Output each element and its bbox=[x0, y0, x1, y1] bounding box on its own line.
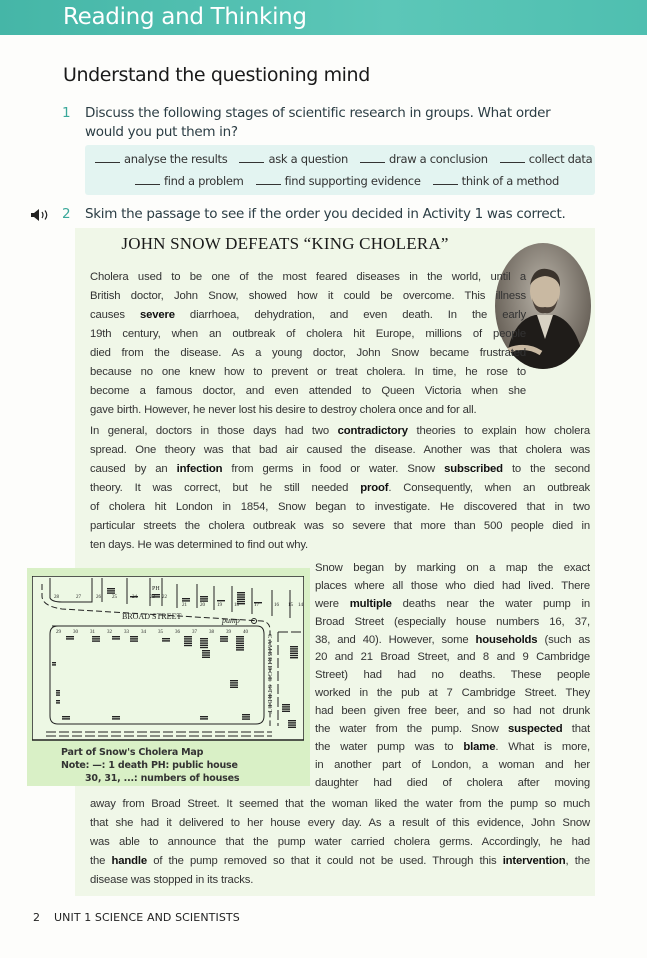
text-line bbox=[315, 614, 590, 632]
death-mark bbox=[230, 687, 238, 688]
death-mark bbox=[200, 638, 208, 639]
house-number: 36 bbox=[175, 630, 180, 635]
death-mark bbox=[236, 649, 244, 650]
text-line bbox=[90, 479, 590, 498]
activity-text: Skim the passage to see if the order you decided in Activity 1 was correct. bbox=[85, 206, 566, 222]
vocabulary-word: intervention bbox=[502, 855, 566, 867]
text-line bbox=[90, 871, 590, 890]
death-mark bbox=[56, 692, 60, 693]
death-mark bbox=[66, 638, 74, 639]
answer-blank[interactable] bbox=[360, 151, 385, 163]
text-line bbox=[90, 268, 526, 287]
text-line bbox=[315, 721, 590, 739]
death-mark bbox=[202, 657, 210, 658]
death-mark bbox=[200, 645, 208, 646]
text-segment: . Consequently, when an outbreak bbox=[388, 482, 590, 494]
house-number: 20 bbox=[200, 603, 205, 608]
text-line bbox=[90, 814, 590, 833]
text-line bbox=[315, 739, 590, 757]
death-mark bbox=[220, 636, 228, 637]
text-segment: In general, doctors in those days had two bbox=[90, 425, 338, 437]
house-number: 14 bbox=[298, 603, 303, 608]
caption-note: Note: —: 1 death PH: public house bbox=[61, 760, 238, 771]
house-number: 28 bbox=[54, 595, 59, 600]
death-mark bbox=[56, 694, 60, 695]
stage-option bbox=[95, 151, 227, 166]
stage-label: collect data bbox=[528, 152, 593, 166]
activity-number: 2 bbox=[62, 206, 71, 222]
text-line bbox=[90, 852, 590, 871]
house-number: 40 bbox=[243, 630, 248, 635]
text-line bbox=[90, 441, 590, 460]
death-mark bbox=[107, 588, 115, 589]
house-number: 37 bbox=[192, 630, 197, 635]
death-mark bbox=[66, 636, 74, 637]
house-number: 38 bbox=[209, 630, 214, 635]
text-segment: from germs in food or water. Snow bbox=[222, 463, 445, 475]
death-mark bbox=[290, 657, 298, 658]
text-segment: 19th century, when an outbreak of cholera hit Europe, millions of people bbox=[90, 328, 526, 340]
stage-label: draw a conclusion bbox=[389, 152, 488, 166]
house-number: 27 bbox=[76, 595, 81, 600]
death-mark bbox=[56, 700, 60, 701]
text-line bbox=[315, 649, 590, 667]
death-mark bbox=[112, 718, 120, 719]
unit-title: UNIT 1 SCIENCE AND SCIENTISTS bbox=[54, 911, 240, 924]
stage-label: find supporting evidence bbox=[284, 174, 421, 188]
death-mark bbox=[236, 638, 244, 639]
text-line bbox=[90, 422, 590, 441]
house-number: 19 bbox=[217, 603, 222, 608]
death-mark bbox=[107, 592, 115, 593]
map-label-broad-street: BROAD STREET bbox=[122, 612, 182, 621]
activity-1 bbox=[62, 104, 585, 142]
vocabulary-word: suspected bbox=[508, 723, 563, 736]
stage-option bbox=[256, 173, 421, 188]
text-segment: become a famous doctor, and even attended to Queen Victoria when she bbox=[90, 385, 526, 397]
death-mark bbox=[184, 636, 192, 637]
death-mark bbox=[52, 664, 56, 665]
death-mark bbox=[217, 600, 225, 601]
death-mark bbox=[52, 662, 56, 663]
death-mark bbox=[112, 636, 120, 637]
house-number: 33 bbox=[124, 630, 129, 635]
cholera-map-figure bbox=[27, 568, 310, 786]
text-segment: theories to explain how cholera bbox=[407, 425, 590, 437]
text-line bbox=[315, 632, 590, 650]
death-mark bbox=[92, 636, 100, 637]
stages-box bbox=[85, 145, 595, 195]
death-mark bbox=[282, 706, 290, 707]
house-number: 39 bbox=[226, 630, 231, 635]
death-mark bbox=[290, 648, 298, 649]
text-segment: had been given free beer, and so had not drunk bbox=[315, 705, 590, 718]
text-line bbox=[90, 517, 590, 536]
death-mark bbox=[202, 652, 210, 653]
page-number: 2 bbox=[33, 911, 40, 924]
death-mark bbox=[282, 708, 290, 709]
answer-blank[interactable] bbox=[256, 173, 281, 185]
text-segment: . What is more, bbox=[495, 740, 590, 753]
text-segment: places where all those who died had lived. There bbox=[315, 579, 590, 592]
speaker-icon[interactable] bbox=[31, 208, 51, 226]
text-segment: theory. It was correct, but he still needed bbox=[90, 482, 361, 494]
stage-label: think of a method bbox=[461, 174, 559, 188]
answer-blank[interactable] bbox=[239, 151, 264, 163]
death-mark bbox=[202, 650, 210, 651]
house-number: 31 bbox=[90, 630, 95, 635]
death-mark bbox=[62, 718, 70, 719]
text-segment: were bbox=[315, 597, 350, 610]
house-number: 22 bbox=[162, 595, 167, 600]
death-mark bbox=[236, 640, 244, 641]
text-line bbox=[315, 596, 590, 614]
text-line bbox=[315, 685, 590, 703]
text-segment: because no one knew how to prevent or treat cholera. In time, he rose to bbox=[90, 366, 526, 378]
answer-blank[interactable] bbox=[95, 151, 120, 163]
text-line bbox=[90, 344, 526, 363]
death-mark bbox=[220, 638, 228, 639]
map-label-cambridge-street: CAMBRIDGE STREET bbox=[266, 634, 273, 715]
vocabulary-word: households bbox=[475, 633, 538, 646]
text-line bbox=[315, 560, 590, 578]
activity-text: Discuss the following stages of scientific research in groups. What order bbox=[85, 105, 551, 121]
text-line bbox=[90, 325, 526, 344]
death-mark bbox=[184, 645, 192, 646]
stage-option bbox=[135, 173, 244, 188]
house-number: 16 bbox=[274, 603, 279, 608]
death-mark bbox=[288, 722, 296, 723]
vocabulary-word: proof bbox=[360, 482, 389, 494]
text-segment: 38, and 40). However, some bbox=[315, 633, 476, 646]
text-line bbox=[90, 363, 526, 382]
text-segment: was able to announce that the pump water carried cholera germs. Accordingly, he had bbox=[90, 836, 590, 848]
paragraph-3-column bbox=[315, 560, 590, 793]
death-mark bbox=[56, 702, 60, 703]
text-segment: (such as bbox=[537, 633, 590, 646]
death-mark bbox=[182, 600, 190, 601]
death-mark bbox=[182, 598, 190, 599]
text-segment: Cholera used to be one of the most feared diseases in the world, until a bbox=[90, 271, 526, 283]
death-mark bbox=[200, 647, 208, 648]
answer-blank[interactable] bbox=[135, 173, 160, 185]
house-number: 29 bbox=[56, 630, 61, 635]
death-mark bbox=[237, 601, 245, 602]
text-line bbox=[90, 306, 526, 325]
death-mark bbox=[112, 716, 120, 717]
vocabulary-word: handle bbox=[111, 855, 147, 867]
text-segment: away from Broad Street. It seemed that the woman liked the water from the pump so much bbox=[90, 798, 590, 810]
death-mark bbox=[130, 636, 138, 637]
paragraph-3-continued bbox=[90, 795, 590, 890]
death-mark bbox=[162, 640, 170, 641]
death-mark bbox=[107, 590, 115, 591]
text-line bbox=[90, 833, 590, 852]
death-mark bbox=[236, 647, 244, 648]
answer-blank[interactable] bbox=[500, 151, 525, 163]
text-segment: gave birth. However, he never lost his desire to destroy cholera once and for all. bbox=[90, 404, 477, 416]
death-mark bbox=[242, 716, 250, 717]
text-segment: Street) had had no deaths. These people bbox=[315, 669, 590, 682]
text-segment: disease was stopped in its tracks. bbox=[90, 874, 254, 886]
house-number: 23 bbox=[150, 595, 155, 600]
death-mark bbox=[237, 594, 245, 595]
map-label-pub: PH bbox=[152, 586, 160, 592]
stage-label: ask a question bbox=[268, 152, 349, 166]
caption-numbers: 30, 31, ...: numbers of houses bbox=[85, 773, 240, 784]
text-segment: ten days. He was determined to find out why. bbox=[90, 539, 308, 551]
house-number: 26 bbox=[96, 595, 101, 600]
death-mark bbox=[130, 638, 138, 639]
text-segment: daughter had died of cholera after moving bbox=[315, 776, 590, 789]
death-mark bbox=[184, 643, 192, 644]
house-number: 30 bbox=[73, 630, 78, 635]
text-line bbox=[90, 795, 590, 814]
death-mark bbox=[236, 645, 244, 646]
text-segment: the water from the pump. Snow bbox=[315, 723, 508, 736]
text-segment: particular streets the cholera outbreak was so severe that more than 500 people died in bbox=[90, 520, 590, 532]
text-segment: Snow began by marking on a map the exact bbox=[315, 562, 590, 574]
text-line bbox=[90, 498, 590, 517]
text-line bbox=[315, 757, 590, 775]
text-segment: of cholera hit London in 1854, Snow began to investigate. He discovered that in two bbox=[90, 501, 590, 513]
text-line bbox=[315, 578, 590, 596]
text-segment: that bbox=[562, 723, 590, 736]
text-segment: British doctor, John Snow, showed how it could be overcome. This illness bbox=[90, 290, 526, 302]
text-segment: of the pump removed so that it could not be used. Through this bbox=[147, 855, 503, 867]
page-footer bbox=[33, 911, 240, 924]
death-mark bbox=[202, 654, 210, 655]
text-line bbox=[90, 401, 526, 420]
death-mark bbox=[200, 598, 208, 599]
map-label-pump: pump bbox=[222, 616, 240, 625]
death-mark bbox=[282, 711, 290, 712]
house-number: 15 bbox=[288, 603, 293, 608]
stage-option bbox=[360, 151, 488, 166]
death-mark bbox=[162, 638, 170, 639]
death-mark bbox=[237, 596, 245, 597]
death-mark bbox=[200, 716, 208, 717]
paragraph-1 bbox=[90, 268, 526, 420]
activity-text: would you put them in? bbox=[85, 124, 238, 140]
text-segment: spread. One theory was that bad air caused the disease. Another was that cholera was bbox=[90, 444, 590, 456]
text-segment: , the bbox=[565, 855, 591, 867]
vocabulary-word: contradictory bbox=[337, 425, 408, 437]
death-mark bbox=[237, 599, 245, 600]
text-line bbox=[315, 775, 590, 793]
house-number: 18 bbox=[234, 603, 239, 608]
death-mark bbox=[220, 640, 228, 641]
death-mark bbox=[62, 716, 70, 717]
death-mark bbox=[288, 720, 296, 721]
text-segment: the water pump was to bbox=[315, 740, 464, 753]
death-mark bbox=[288, 727, 296, 728]
house-number: 25 bbox=[112, 595, 117, 600]
text-segment: the bbox=[90, 855, 112, 867]
text-segment: died from the disease. As a young doctor, John Snow became frustrated bbox=[90, 347, 526, 359]
death-mark bbox=[290, 650, 298, 651]
text-line bbox=[90, 536, 590, 555]
death-mark bbox=[242, 714, 250, 715]
house-number: 17 bbox=[254, 603, 259, 608]
text-segment: deaths near the water pump in bbox=[391, 597, 590, 610]
text-line bbox=[90, 287, 526, 306]
death-mark bbox=[290, 655, 298, 656]
map-caption bbox=[61, 746, 239, 785]
vocabulary-word: severe bbox=[139, 309, 175, 321]
death-mark bbox=[200, 640, 208, 641]
house-number: 24 bbox=[132, 595, 137, 600]
death-mark bbox=[282, 704, 290, 705]
death-mark bbox=[236, 643, 244, 644]
death-mark bbox=[200, 600, 208, 601]
header-band bbox=[0, 0, 647, 35]
stage-label: analyse the results bbox=[124, 152, 228, 166]
death-mark bbox=[184, 638, 192, 639]
text-line bbox=[90, 460, 590, 479]
death-mark bbox=[112, 638, 120, 639]
activity-number: 1 bbox=[62, 105, 71, 121]
vocabulary-word: subscribed bbox=[444, 463, 503, 475]
header-title: Reading and Thinking bbox=[63, 4, 307, 30]
text-segment: diarrhoea, dehydration, and even death. In the early bbox=[174, 309, 526, 321]
house-number: 21 bbox=[182, 603, 187, 608]
house-number: 34 bbox=[141, 630, 146, 635]
death-mark bbox=[184, 640, 192, 641]
paragraph-2 bbox=[90, 422, 590, 555]
answer-blank[interactable] bbox=[433, 173, 458, 185]
death-mark bbox=[237, 592, 245, 593]
death-mark bbox=[92, 638, 100, 639]
passage-title: JOHN SNOW DEFEATS “KING CHOLERA” bbox=[121, 234, 449, 253]
death-mark bbox=[230, 680, 238, 681]
stage-option bbox=[433, 173, 559, 188]
vocabulary-word: multiple bbox=[349, 597, 392, 610]
death-mark bbox=[236, 636, 244, 637]
stage-option bbox=[500, 151, 593, 166]
death-mark bbox=[242, 718, 250, 719]
text-segment: that she had it delivered to her house every day. As a result of this evidence, John Snow bbox=[90, 817, 590, 829]
cholera-map bbox=[32, 576, 304, 744]
text-segment: Broad Street (especially house numbers 16, 37, bbox=[315, 615, 590, 628]
death-mark bbox=[290, 653, 298, 654]
caption-title: Part of Snow's Cholera Map bbox=[61, 747, 204, 758]
house-number: 35 bbox=[158, 630, 163, 635]
death-mark bbox=[200, 596, 208, 597]
text-line bbox=[315, 703, 590, 721]
death-mark bbox=[130, 640, 138, 641]
text-segment: 20 and 21 Broad Street, and 8 and 9 Cambridge bbox=[315, 651, 590, 664]
text-segment: caused by an bbox=[90, 463, 177, 475]
death-mark bbox=[56, 690, 60, 691]
vocabulary-word: infection bbox=[176, 463, 223, 475]
death-mark bbox=[200, 718, 208, 719]
text-segment: in another part of London, a woman and her bbox=[315, 758, 590, 771]
death-mark bbox=[288, 724, 296, 725]
death-mark bbox=[230, 682, 238, 683]
stage-option bbox=[239, 151, 348, 166]
death-mark bbox=[230, 684, 238, 685]
death-mark bbox=[200, 642, 208, 643]
vocabulary-word: blame bbox=[463, 740, 496, 753]
death-mark bbox=[290, 646, 298, 647]
stage-label: find a problem bbox=[164, 174, 244, 188]
text-line bbox=[315, 667, 590, 685]
text-line bbox=[90, 382, 526, 401]
death-mark bbox=[92, 640, 100, 641]
text-segment: causes bbox=[90, 309, 140, 321]
house-number: 32 bbox=[107, 630, 112, 635]
activity-2 bbox=[62, 205, 566, 224]
section-title: Understand the questioning mind bbox=[63, 64, 370, 86]
text-segment: to the second bbox=[502, 463, 590, 475]
text-segment: worked in the pub at 7 Cambridge Street. They bbox=[315, 687, 590, 700]
